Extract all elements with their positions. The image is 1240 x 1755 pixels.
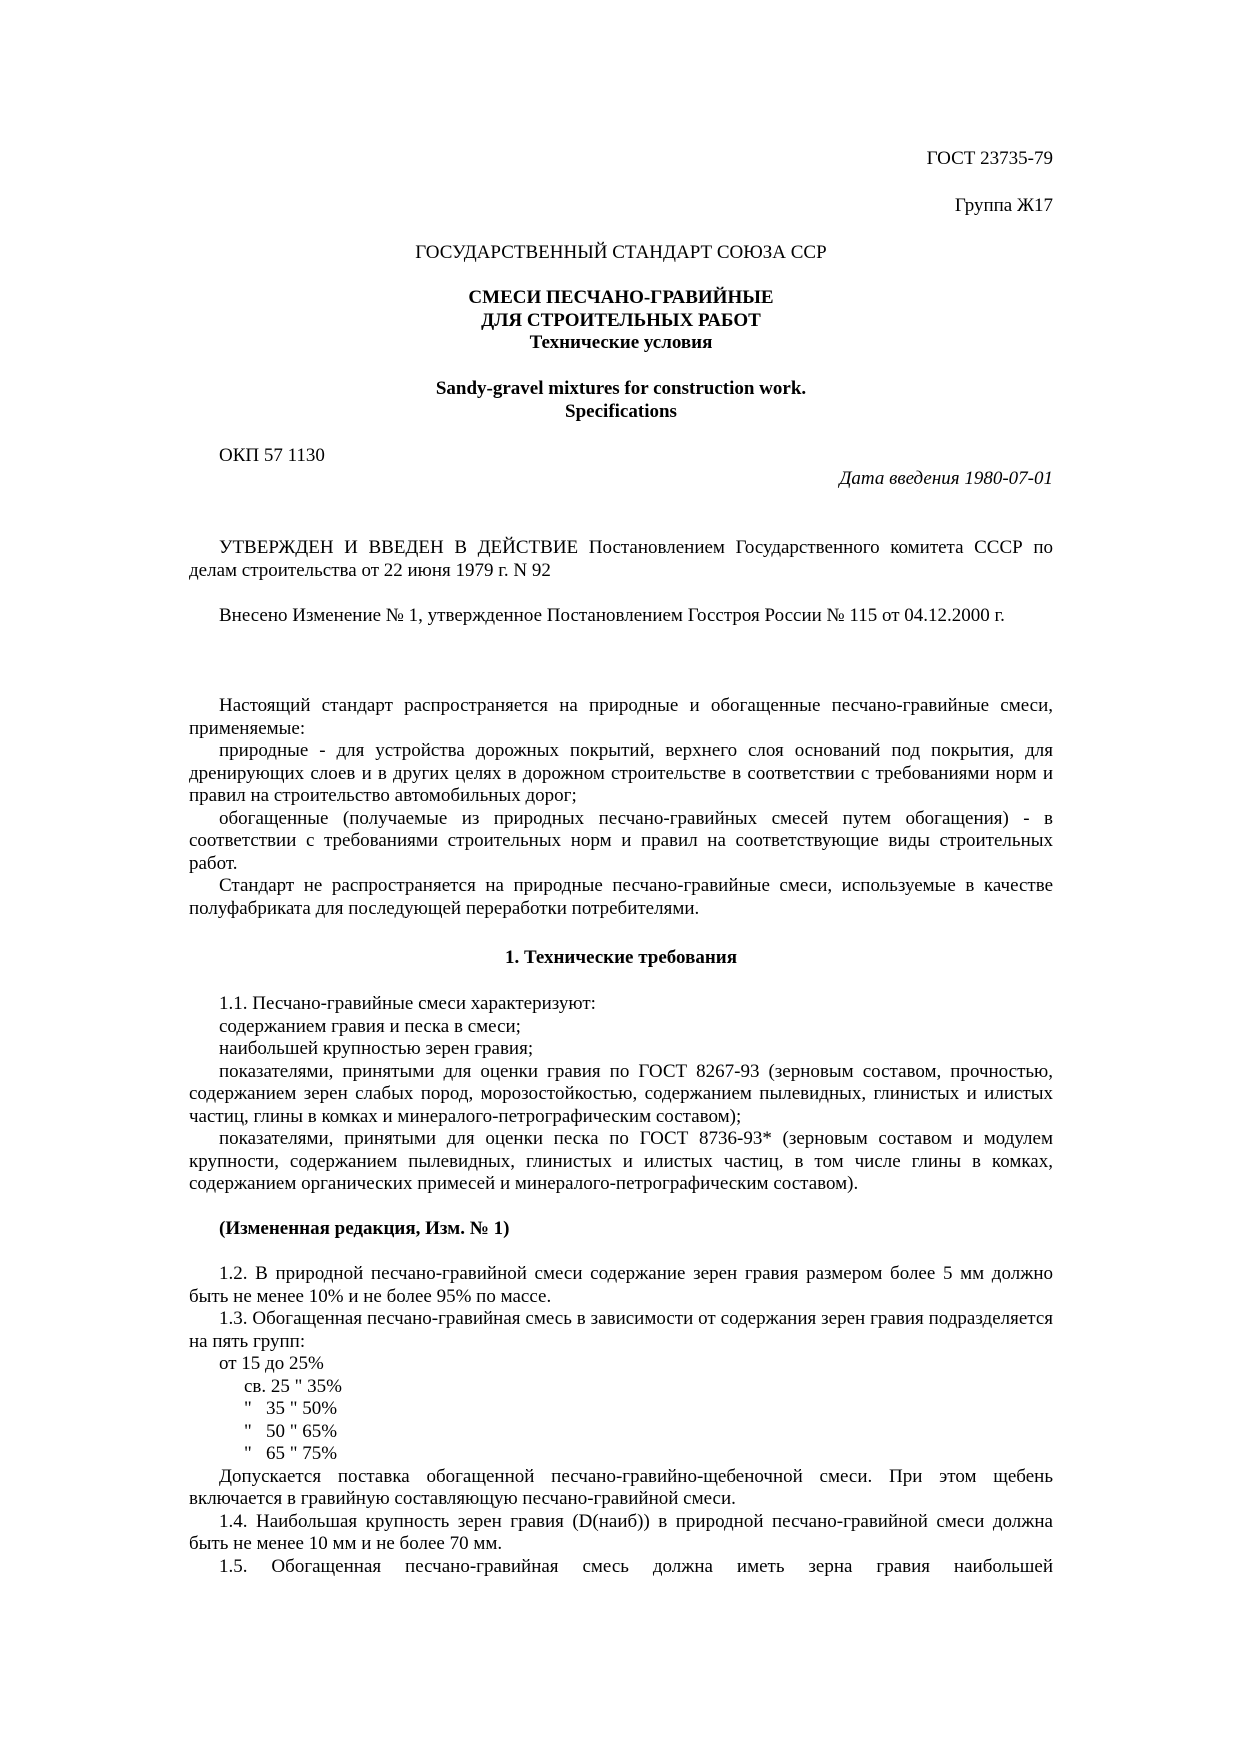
group-item: от 15 до 25% [219,1353,324,1374]
clause-line: наибольшей крупностью зерен гравия; [219,1038,534,1059]
clause-line: 1.1. Песчано-гравийные смеси характеризуют: [219,993,596,1014]
intro-paragraph: Настоящий стандарт распространяется на природные и обогащенные песчано-гравийные смеси, применяемые: [189,695,1053,739]
group-item: св. 25 " 35% [244,1375,342,1397]
intro-paragraph: Стандарт не распространяется на природные песчано-гравийные смеси, используемые в качестве полуфабриката для последующей переработки потребителями. [189,875,1053,919]
title-en-line-1: Sandy-gravel mixtures for construction work. [435,378,807,399]
clause-line: показателями, принятыми для оценки гравия по ГОСТ 8267-93 (зерновым составом, прочностью, содержанием зерен слабых пород, морозостойкостью, содержанием пылевидных, глинистых и илистых частиц, глины в комках и минералого-петрографическим составом); [189,1060,1053,1127]
document-title-ru [189,287,1053,355]
clause-line: содержанием гравия и песка в смеси; [219,1015,521,1037]
gost-number: ГОСТ 23735-79 [926,148,1053,169]
clauses-1-2-to-1-5 [189,1263,1053,1578]
group-item: " 65 " 75% [244,1443,338,1464]
title-ru-line-3: Технические условия [529,332,713,353]
clause-1-4: 1.4. Наибольшая крупность зерен гравия (D(наиб)) в природной песчано-гравийной смеси должна быть не менее 10 мм и не более 70 мм. [189,1510,1053,1554]
clause-1-3-note: Допускается поставка обогащенной песчано-гравийно-щебеночной смеси. При этом щебень включается в гравийную составляющую песчано-гравийной смеси. [189,1465,1053,1509]
clause-line: показателями, принятыми для оценки песка по ГОСТ 8736-93* (зерновым составом и модулем крупности, содержанием пылевидных, глинистых и илистых частиц, в том числе глины в комках, содержанием органических примесей и минералого-петрографическим составом). [189,1128,1053,1194]
clause-1-2: 1.2. В природной песчано-гравийной смеси содержание зерен гравия размером более 5 мм должно быть не менее 10% и не более 95% по массе. [189,1263,1053,1307]
clause-1-5: 1.5. Обогащенная песчано-гравийная смесь должна иметь зерна гравия наибольшей [219,1555,1053,1577]
okp-code: ОКП 57 1130 [219,445,325,466]
title-en-line-2: Specifications [565,400,677,422]
revision-note: (Измененная редакция, Изм. № 1) [219,1218,510,1239]
document-title-en [189,378,1053,423]
group-item: " 35 " 50% [244,1398,338,1419]
state-standard-heading: ГОСУДАРСТВЕННЫЙ СТАНДАРТ СОЮЗА ССР [415,242,827,263]
effective-date: Дата введения 1980-07-01 [839,468,1053,489]
title-ru-line-1: СМЕСИ ПЕСЧАНО-ГРАВИЙНЫЕ [468,287,774,308]
clause-1-1 [189,993,1053,1196]
intro-paragraph: обогащенные (получаемые из природных песчано-гравийных смесей путем обогащения) - в соответствии с требованиями строительных норм и правил на соответствующие виды строительных работ. [189,807,1053,874]
intro-section [189,695,1053,920]
amendment-paragraph: Внесено Изменение № 1, утвержденное Постановлением Госстроя России № 115 от 04.12.2000 г. [219,605,1005,626]
group-code: Группа Ж17 [954,195,1053,216]
approval-paragraph: УТВЕРЖДЕН И ВВЕДЕН В ДЕЙСТВИЕ Постановлением Государственного комитета СССР по делам строительства от 22 июня 1979 г. N 92 [189,537,1053,581]
group-item: " 50 " 65% [244,1420,338,1442]
title-ru-line-2: ДЛЯ СТРОИТЕЛЬНЫХ РАБОТ [481,309,761,331]
section-1-heading: 1. Технические требования [504,947,738,968]
intro-paragraph: природные - для устройства дорожных покрытий, верхнего слоя оснований под покрытия, для дренирующих слоев и в других целях в дорожном строительстве в соответствии с требованиями норм и правил на строительство автомобильных дорог; [189,740,1053,806]
clause-1-3: 1.3. Обогащенная песчано-гравийная смесь в зависимости от содержания зерен гравия подразделяется на пять групп: [189,1308,1053,1352]
